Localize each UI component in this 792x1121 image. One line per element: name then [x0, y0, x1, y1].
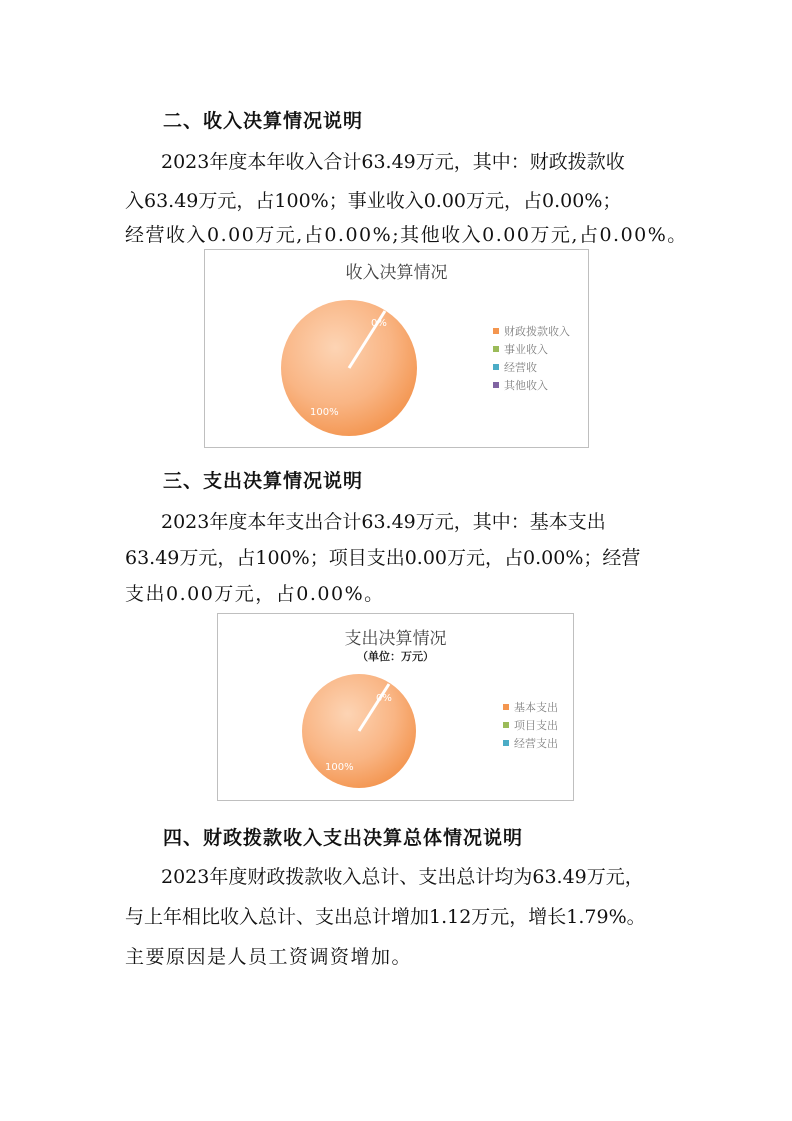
expense-chart-title: 支出决算情况 [344, 629, 447, 649]
income-chart-title: 收入决算情况 [345, 263, 448, 283]
section4-line-3: 主要原因是人员工资调资增加。 [125, 946, 413, 968]
expense-legend [503, 698, 558, 752]
expense-chart [217, 613, 574, 801]
legend-label: 基本支出 [514, 701, 558, 714]
legend-label: 财政拨款收入 [504, 325, 570, 338]
data-label-100: 100% [325, 762, 354, 773]
section4-line-1: 2023年度财政拨款收入总计、支出总计均为63.49万元， [161, 866, 644, 888]
legend-swatch [493, 382, 499, 388]
income-chart [204, 249, 589, 448]
legend-item-1 [503, 698, 558, 716]
legend-swatch [503, 722, 509, 728]
section4-line-2: 与上年相比收入总计、支出总计增加1.12万元，增长1.79%。 [125, 906, 646, 928]
legend-label: 经营支出 [514, 737, 558, 750]
legend-swatch [503, 740, 509, 746]
section2-line-3: 经营收入0.00万元,占0.00%;其他收入0.00万元,占0.00%。 [125, 224, 688, 246]
legend-label: 项目支出 [514, 719, 558, 732]
income-legend [493, 322, 570, 394]
legend-swatch [493, 328, 499, 334]
legend-swatch [493, 364, 499, 370]
expense-pie [288, 664, 488, 814]
expense-chart-subtitle: （单位：万元） [357, 650, 434, 663]
section3-line-2: 63.49万元，占100%；项目支出0.00万元，占0.00%；经营 [125, 547, 641, 569]
legend-label: 事业收入 [504, 343, 548, 356]
section2-line-2: 入63.49万元，占100%；事业收入0.00万元，占0.00%； [125, 190, 622, 212]
legend-item-3 [493, 358, 570, 376]
legend-label: 其他收入 [504, 379, 548, 392]
legend-swatch [503, 704, 509, 710]
data-label-0: 0% [371, 318, 387, 329]
section2-heading: 二、收入决算情况说明 [163, 110, 364, 132]
legend-item-3 [503, 734, 558, 752]
legend-swatch [493, 346, 499, 352]
data-label-0: 0% [376, 693, 392, 704]
section2-line-1: 2023年度本年收入合计63.49万元，其中：财政拨款收 [161, 151, 625, 173]
income-pie [265, 290, 485, 480]
section3-heading: 三、支出决算情况说明 [163, 470, 364, 492]
legend-label: 经营收 [504, 361, 537, 374]
legend-item-2 [493, 340, 570, 358]
legend-item-4 [493, 376, 570, 394]
section4-heading: 四、财政拨款收入支出决算总体情况说明 [163, 827, 524, 849]
legend-item-2 [503, 716, 558, 734]
legend-item-1 [493, 322, 570, 340]
section3-line-1: 2023年度本年支出合计63.49万元，其中：基本支出 [161, 511, 606, 533]
data-label-100: 100% [310, 407, 339, 418]
section3-line-3: 支出0.00万元，占0.00%。 [125, 583, 385, 605]
